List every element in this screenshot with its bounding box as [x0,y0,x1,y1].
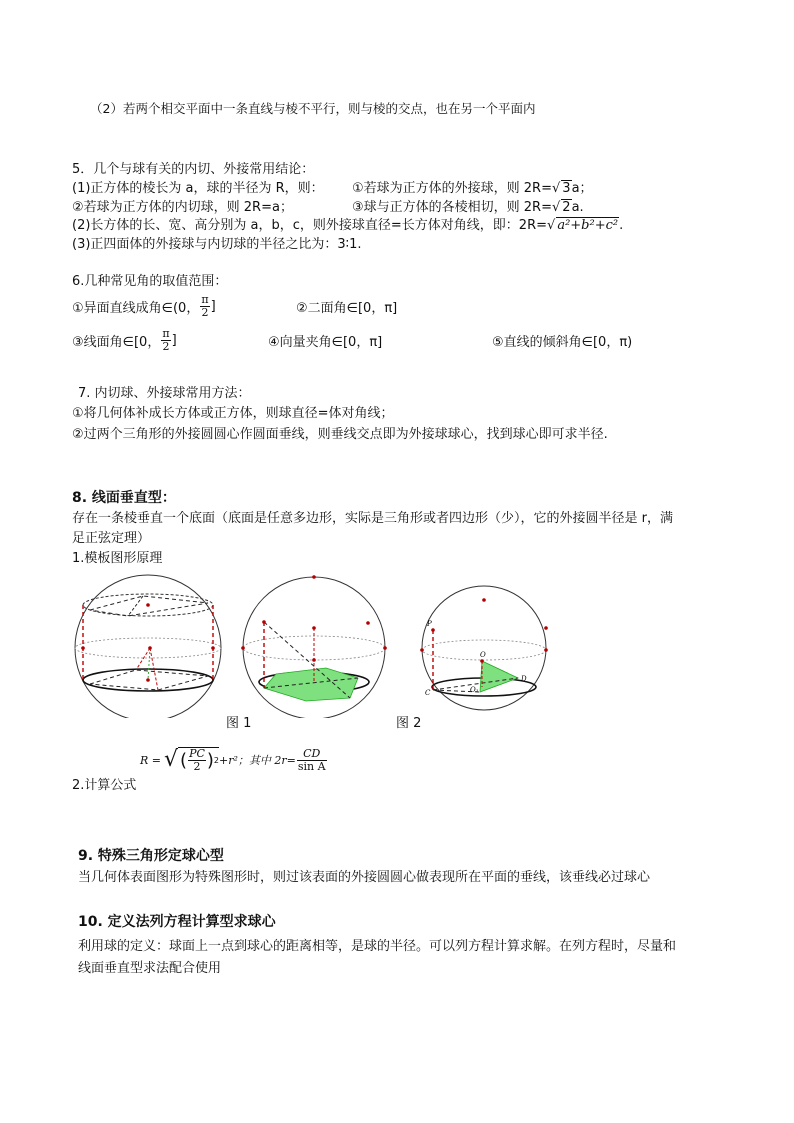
sec8-title: 8. 线面垂直型： [72,490,176,506]
figure-sphere-green-base [241,575,387,718]
label-o1: O₁ [470,686,479,694]
angle-line-plane: ③线面角∈[0， $\frac{\pi}{2}$ ] [72,326,177,353]
formula-R: R = √ ( $\frac{PC}{2}$ ) 2 +r²；其中 2r= $\frac{CD}{\text{sin A}}$ [140,746,326,773]
sec7-title: 7. 内切球、外接球常用方法： [78,386,251,401]
sec8-sub2: 2.计算公式 [72,778,137,793]
sec8-sub1: 1.模板图形原理 [72,551,163,566]
angle-inclination: ⑤直线的倾斜角∈[0，π) [492,335,633,350]
figure-sphere-labeled [420,586,548,710]
angle-vector: ④向量夹角∈[0，π] [268,335,383,350]
fig1-caption: 图 1 [226,716,252,731]
sec7-m1: ①将几何体补成长方体或正方体，则球直径=体对角线； [72,406,394,421]
fig2-caption: 图 2 [396,716,422,731]
label-d: D [521,675,527,683]
pi-over-2-frac: $\frac{\pi}{2}$ [162,326,170,353]
sec5-l4: (3)正四面体的外接球与内切球的半径之比为：3∶1. [72,237,362,252]
sec5-l2a: ②若球为正方体的内切球，则 2R=a； [72,200,293,215]
label-c: C [425,689,431,697]
sec10-title: 10. 定义法列方程计算型求球心 [78,914,276,930]
sec5-l1a: (1)正方体的棱长为 a，球的半径为 R，则： [72,181,324,196]
sphere-figures [68,568,568,718]
sec5-l1b: ①若球为正方体的外接球，则 2R=√ 3a； [352,181,593,196]
pi-over-2-frac: $\frac{\pi}{2}$ [201,292,209,319]
sec6-title: 6.几种常见角的取值范围： [72,274,228,289]
sec8-desc1: 存在一条棱垂直一个底面（底面是任意多边形，实际是三角形或者四边形（少），它的外接圆半径是 r，满 [72,511,673,526]
sec5-title: 5．几个与球有关的内切、外接常用结论： [72,162,315,177]
sec5-l2b: ③球与正方体的各棱相切，则 2R=√ 2a. [352,200,584,215]
sec9-title: 9. 特殊三角形定球心型 [78,848,224,864]
angle-dihedral: ②二面角∈[0，π] [296,301,398,316]
label-p: P [427,620,432,628]
figure-sphere-cylinder [75,575,221,718]
sec10-text1: 利用球的定义：球面上一点到球心的距离相等，是球的半径。可以列方程计算求解。在列方程时，尽量和 [78,939,677,954]
sec9-text: 当几何体表面图形为特殊图形时，则过该表面的外接圆圆心做表现所在平面的垂线，该垂线必过球心 [78,870,651,885]
intro-line: （2）若两个相交平面中一条直线与棱不平行，则与棱的交点，也在另一个平面内 [90,101,536,116]
sec5-l3: (2)长方体的长、宽、高分别为 a，b，c，则外接球直径=长方体对角线，即：2R=√ a²+b²+c². [72,218,624,233]
sec8-desc2: 足正弦定理） [72,531,151,546]
label-o: O [480,651,486,659]
sec7-m2: ②过两个三角形的外接圆圆心作圆面垂线，则垂线交点即为外接球球心，找到球心即可求半径. [72,427,608,442]
sec10-text2: 线面垂直型求法配合使用 [78,961,222,976]
angle-skew-lines: ①异面直线成角∈(0， $\frac{\pi}{2}$ ] [72,292,216,319]
